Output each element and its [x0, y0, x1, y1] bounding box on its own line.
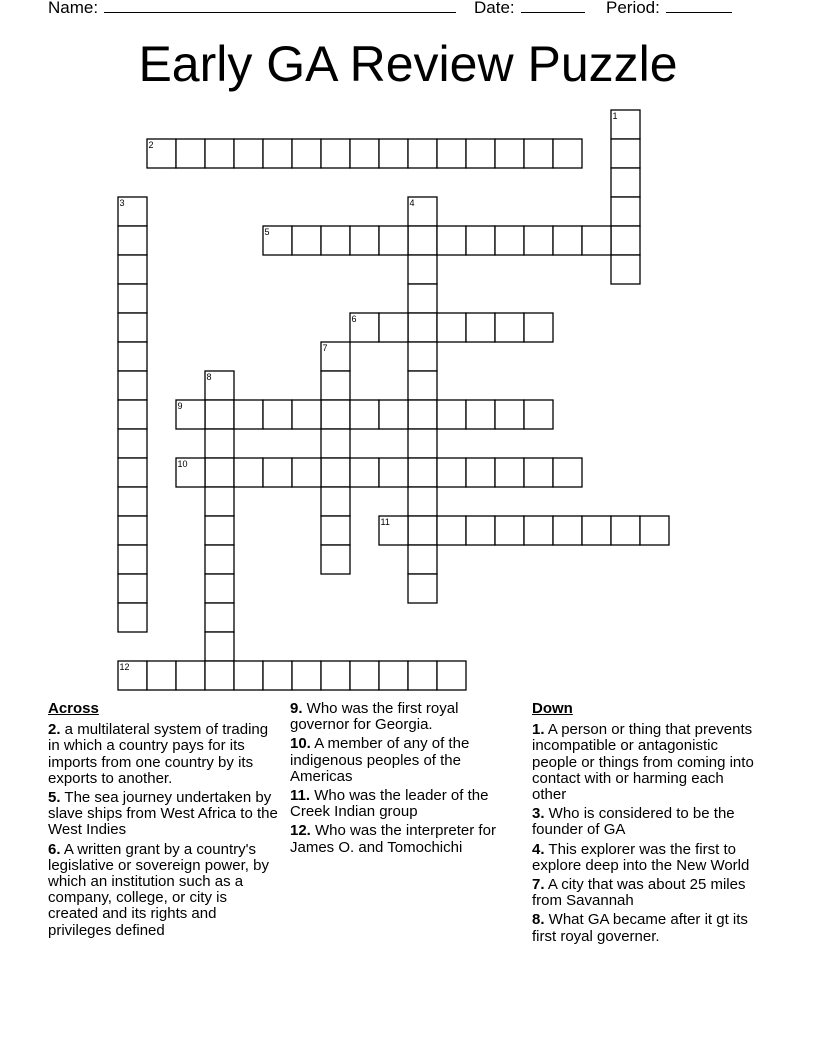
clue-number: 7. [532, 876, 545, 894]
crossword-cell[interactable] [408, 139, 437, 168]
crossword-cell[interactable] [408, 313, 437, 342]
crossword-cell[interactable] [466, 226, 495, 255]
down-clue [532, 842, 754, 874]
crossword-cell[interactable] [263, 400, 292, 429]
crossword-cell[interactable] [321, 371, 350, 400]
crossword-cell[interactable] [437, 516, 466, 545]
crossword-cell[interactable] [611, 139, 640, 168]
crossword-cell[interactable] [379, 139, 408, 168]
crossword-cell[interactable] [466, 458, 495, 487]
cell-number: 1 [612, 111, 618, 121]
date-label: Date: [474, 0, 515, 17]
clue-number: 4. [532, 840, 545, 858]
crossword-cell[interactable] [234, 139, 263, 168]
down-clue [532, 912, 754, 944]
crossword-cell[interactable] [408, 429, 437, 458]
crossword-cell[interactable] [321, 458, 350, 487]
crossword-cell[interactable] [408, 574, 437, 603]
crossword-cell[interactable] [205, 458, 234, 487]
clue-number: 10. [290, 735, 311, 753]
crossword-cell[interactable] [205, 429, 234, 458]
across-clue [290, 701, 518, 733]
crossword-cell[interactable] [408, 226, 437, 255]
clue-text: The sea journey undertaken by slave ships from West Africa to the West Indies [48, 789, 278, 839]
clue-number: 1. [532, 721, 545, 739]
crossword-cell[interactable] [292, 661, 321, 690]
crossword-cell[interactable] [495, 313, 524, 342]
crossword-cell[interactable] [350, 139, 379, 168]
cell-number: 10 [177, 459, 188, 469]
crossword-cell[interactable] [147, 661, 176, 690]
crossword-cell[interactable] [611, 255, 640, 284]
crossword-cell[interactable] [408, 255, 437, 284]
clue-text: A written grant by a country's legislative or sovereign power, by which an institution such as a company, college, or city is created and its rights and privileges defined [48, 840, 269, 939]
clue-number: 9. [290, 700, 303, 717]
down-clue [532, 806, 754, 838]
crossword-cell[interactable] [205, 632, 234, 661]
cell-number: 11 [380, 517, 390, 527]
clue-text: Who was the interpreter for James O. and Tomochichi [290, 822, 496, 856]
crossword-cell[interactable] [118, 429, 147, 458]
crossword-cell[interactable] [292, 400, 321, 429]
crossword-cell[interactable] [553, 139, 582, 168]
crossword-cell[interactable] [553, 458, 582, 487]
across-heading: Across [48, 700, 99, 717]
crossword-cell[interactable] [118, 603, 147, 632]
crossword-cell[interactable] [466, 139, 495, 168]
crossword-cell[interactable] [437, 226, 466, 255]
crossword-cell[interactable] [437, 139, 466, 168]
crossword-cell[interactable] [234, 458, 263, 487]
crossword-cell[interactable] [321, 400, 350, 429]
clue-text: Who was the first royal governor for Georgia. [290, 700, 459, 734]
crossword-cell[interactable] [321, 429, 350, 458]
across-clue [290, 788, 518, 820]
crossword-cell[interactable] [118, 516, 147, 545]
crossword-cell[interactable] [466, 313, 495, 342]
crossword-cell[interactable] [292, 458, 321, 487]
crossword-cell[interactable] [118, 574, 147, 603]
crossword-cell[interactable] [408, 400, 437, 429]
clue-text: A member of any of the indigenous peoples of the Americas [290, 735, 470, 785]
across-clue [48, 790, 280, 839]
crossword-cell[interactable] [118, 284, 147, 313]
across-clue-list-continued [290, 701, 518, 856]
crossword-cell[interactable] [118, 458, 147, 487]
clue-text: A city that was about 25 miles from Savannah [532, 876, 746, 910]
crossword-cell[interactable] [205, 400, 234, 429]
cell-number: 6 [351, 314, 357, 324]
clue-text: a multilateral system of trading in which a country pays for its imports from one country by its exports to another. [48, 721, 269, 787]
across-clues-continued-column [290, 701, 518, 859]
crossword-cell[interactable] [321, 516, 350, 545]
crossword-cell[interactable] [582, 516, 611, 545]
cell-number: 8 [206, 372, 212, 382]
crossword-cell[interactable] [466, 400, 495, 429]
crossword-cell[interactable] [205, 574, 234, 603]
cell-number: 2 [148, 140, 154, 150]
crossword-cell[interactable] [495, 516, 524, 545]
page-title: Early GA Review Puzzle [138, 36, 678, 92]
crossword-cell[interactable] [205, 545, 234, 574]
crossword-cell[interactable] [234, 661, 263, 690]
crossword-cell[interactable] [408, 487, 437, 516]
crossword-cell[interactable] [408, 545, 437, 574]
crossword-cell[interactable] [205, 661, 234, 690]
crossword-cell[interactable] [466, 516, 495, 545]
crossword-cell[interactable] [495, 458, 524, 487]
clue-number: 3. [532, 805, 545, 823]
crossword-cell[interactable] [321, 226, 350, 255]
crossword-cell[interactable] [524, 313, 553, 342]
crossword-cell[interactable] [553, 516, 582, 545]
crossword-cell[interactable] [524, 226, 553, 255]
clue-number: 8. [532, 911, 545, 929]
crossword-cell[interactable] [118, 342, 147, 371]
crossword-cell[interactable] [524, 400, 553, 429]
crossword-cell[interactable] [118, 487, 147, 516]
crossword-cell[interactable] [640, 516, 669, 545]
crossword-cell[interactable] [408, 284, 437, 313]
crossword-cell[interactable] [292, 226, 321, 255]
crossword-cell[interactable] [611, 226, 640, 255]
clue-text: Who is considered to be the founder of GA [532, 805, 735, 839]
crossword-cell[interactable] [205, 516, 234, 545]
crossword-cell[interactable] [350, 661, 379, 690]
crossword-cell[interactable] [408, 661, 437, 690]
crossword-cell[interactable] [495, 139, 524, 168]
crossword-cell[interactable] [118, 400, 147, 429]
crossword-cell[interactable] [524, 458, 553, 487]
crossword-cell[interactable] [118, 371, 147, 400]
cell-number: 4 [409, 198, 415, 208]
crossword-cell[interactable] [321, 545, 350, 574]
period-label: Period: [606, 0, 660, 17]
crossword-cell[interactable] [321, 661, 350, 690]
across-clue [48, 722, 280, 787]
crossword-cell[interactable] [437, 458, 466, 487]
crossword-cell[interactable] [379, 458, 408, 487]
crossword-cell[interactable] [437, 400, 466, 429]
cell-number: 12 [119, 662, 130, 672]
crossword-cell[interactable] [611, 516, 640, 545]
crossword-cell[interactable] [379, 661, 408, 690]
down-clues-column [532, 701, 754, 948]
crossword-cell[interactable] [118, 255, 147, 284]
down-clue [532, 722, 754, 803]
crossword-cell[interactable] [263, 139, 292, 168]
crossword-cell[interactable] [350, 458, 379, 487]
crossword-cell[interactable] [379, 313, 408, 342]
crossword-cell[interactable] [263, 661, 292, 690]
crossword-cell[interactable] [321, 487, 350, 516]
crossword-cell[interactable] [379, 226, 408, 255]
crossword-cell[interactable] [176, 139, 205, 168]
crossword-cell[interactable] [321, 139, 350, 168]
crossword-cell[interactable] [205, 487, 234, 516]
down-heading: Down [532, 700, 573, 717]
crossword-cell[interactable] [524, 516, 553, 545]
clue-number: 6. [48, 840, 61, 858]
crossword-cell[interactable] [350, 226, 379, 255]
cell-number: 3 [119, 198, 125, 208]
clue-text: What GA became after it gt its first royal governer. [532, 911, 748, 945]
across-clues-column [48, 701, 280, 942]
crossword-cell[interactable] [408, 458, 437, 487]
crossword-cell[interactable] [611, 197, 640, 226]
crossword-cell[interactable] [437, 313, 466, 342]
name-label: Name: [48, 0, 99, 17]
cell-number: 9 [177, 401, 183, 411]
clue-text: Who was the leader of the Creek Indian group [290, 787, 489, 821]
crossword-cell[interactable] [118, 545, 147, 574]
down-clue-list [532, 722, 754, 945]
clue-text: This explorer was the first to explore deep into the New World [532, 840, 750, 874]
crossword-cell[interactable] [118, 226, 147, 255]
crossword-cell[interactable] [495, 226, 524, 255]
across-clue [48, 842, 280, 939]
crossword-cell[interactable] [582, 226, 611, 255]
crossword-cell[interactable] [379, 400, 408, 429]
crossword-cell[interactable] [118, 313, 147, 342]
across-clue [290, 823, 518, 855]
crossword-cell[interactable] [350, 400, 379, 429]
cell-number: 5 [264, 227, 270, 237]
crossword-cell[interactable] [408, 342, 437, 371]
crossword-cell[interactable] [176, 661, 205, 690]
crossword-cell[interactable] [437, 661, 466, 690]
crossword-cell[interactable] [495, 400, 524, 429]
clue-number: 2. [48, 721, 61, 739]
crossword-cell[interactable] [234, 400, 263, 429]
down-clue [532, 877, 754, 909]
cell-number: 7 [322, 343, 328, 353]
clue-text: A person or thing that prevents incompatible or antagonistic people or things from coming into contact with or harming each other [532, 721, 754, 804]
crossword-cell[interactable] [205, 603, 234, 632]
clue-number: 5. [48, 789, 61, 807]
clue-number: 12. [290, 822, 311, 840]
crossword-cell[interactable] [553, 226, 582, 255]
crossword-cell[interactable] [611, 168, 640, 197]
crossword-cell[interactable] [408, 516, 437, 545]
across-clue [290, 736, 518, 785]
crossword-cell[interactable] [205, 139, 234, 168]
clue-number: 11. [290, 787, 311, 805]
crossword-cell[interactable] [263, 458, 292, 487]
crossword-cell[interactable] [408, 371, 437, 400]
crossword-cell[interactable] [292, 139, 321, 168]
across-clue-list [48, 722, 280, 939]
crossword-cell[interactable] [524, 139, 553, 168]
